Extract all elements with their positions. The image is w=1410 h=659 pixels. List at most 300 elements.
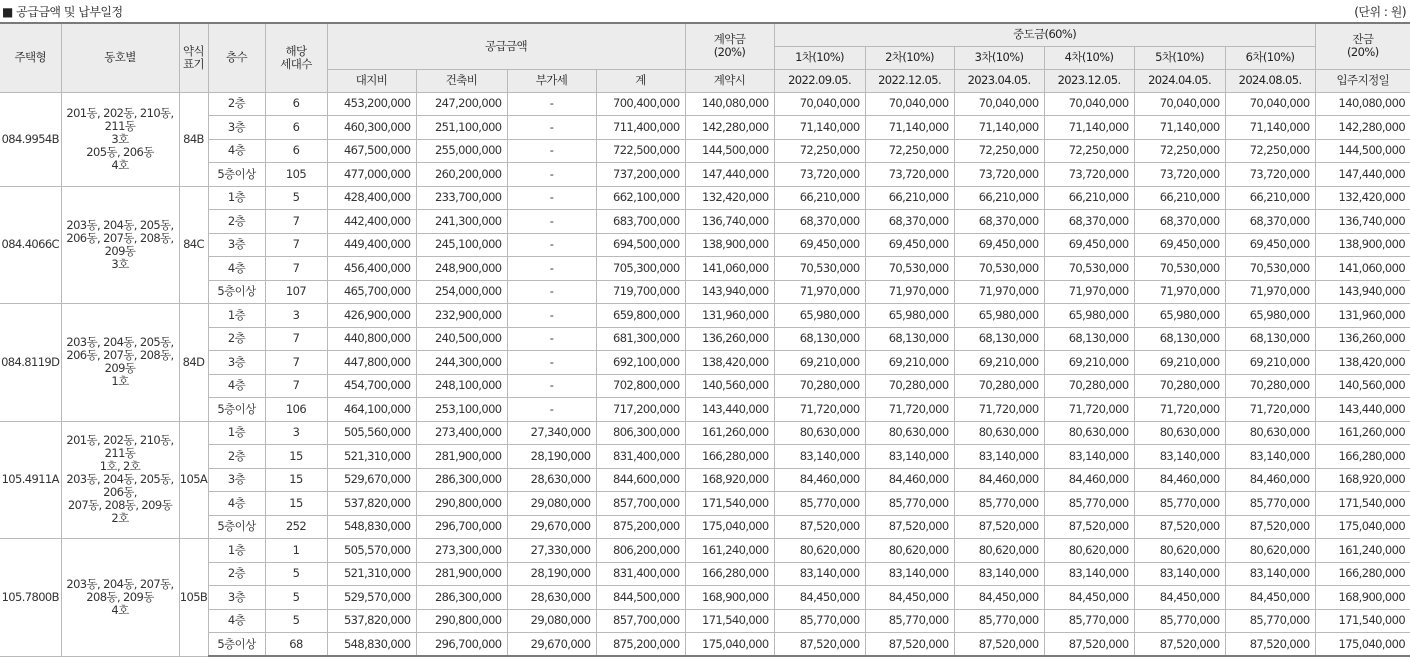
units-cell: 3 (265, 304, 327, 328)
header-balance: 잔금 (20%) (1315, 23, 1410, 69)
short-mark-cell: 105A (179, 421, 208, 539)
contract-cell: 161,240,000 (685, 539, 774, 563)
build-cost-cell: 245,100,000 (416, 233, 507, 257)
mid-payment-cell: 68,370,000 (954, 210, 1044, 234)
table-row (0, 304, 1410, 328)
vat-cell: - (507, 351, 596, 375)
mid-payment-cell: 84,450,000 (1044, 586, 1134, 610)
units-cell: 5 (265, 586, 327, 610)
mid-payment-cell: 71,140,000 (774, 116, 865, 140)
vat-cell: - (507, 233, 596, 257)
mid-payment-cell: 80,620,000 (865, 539, 954, 563)
land-cost-cell: 505,570,000 (327, 539, 416, 563)
mid-payment-cell: 84,460,000 (1225, 468, 1315, 492)
mid-payment-cell: 85,770,000 (774, 609, 865, 633)
contract-cell: 142,280,000 (685, 116, 774, 140)
floor-cell: 5층이상 (208, 515, 265, 539)
balance-cell: 166,280,000 (1315, 562, 1410, 586)
balance-cell: 171,540,000 (1315, 609, 1410, 633)
vat-cell: - (507, 374, 596, 398)
mid-payment-cell: 71,140,000 (1225, 116, 1315, 140)
build-cost-cell: 273,400,000 (416, 421, 507, 445)
mid-payment-cell: 68,370,000 (865, 210, 954, 234)
header-middle-payment: 중도금(60%) (774, 23, 1315, 46)
vat-cell: - (507, 92, 596, 116)
mid-payment-cell: 84,450,000 (774, 586, 865, 610)
land-cost-cell: 537,820,000 (327, 609, 416, 633)
mid-payment-cell: 83,140,000 (1225, 445, 1315, 469)
mid-payment-cell: 66,210,000 (1225, 186, 1315, 210)
header-contract: 계약금 (20%) (685, 23, 774, 69)
balance-cell: 136,740,000 (1315, 210, 1410, 234)
mid-payment-cell: 83,140,000 (1134, 562, 1225, 586)
floor-cell: 4층 (208, 609, 265, 633)
build-cost-cell: 232,900,000 (416, 304, 507, 328)
mid-payment-cell: 73,720,000 (865, 163, 954, 187)
contract-cell: 171,540,000 (685, 609, 774, 633)
mid-payment-cell: 80,630,000 (1044, 421, 1134, 445)
vat-cell: - (507, 139, 596, 163)
mid-payment-cell: 71,970,000 (954, 280, 1044, 304)
build-cost-cell: 244,300,000 (416, 351, 507, 375)
mid-payment-cell: 65,980,000 (954, 304, 1044, 328)
mid-payment-cell: 69,210,000 (1134, 351, 1225, 375)
mid-payment-cell: 71,720,000 (1225, 398, 1315, 422)
build-cost-cell: 254,000,000 (416, 280, 507, 304)
mid-payment-cell: 71,970,000 (774, 280, 865, 304)
table-row (0, 163, 1410, 187)
mid-payment-cell: 83,140,000 (954, 562, 1044, 586)
units-cell: 6 (265, 92, 327, 116)
housing-type-cell: 084.8119D (0, 304, 61, 422)
balance-cell: 168,920,000 (1315, 468, 1410, 492)
balance-cell: 138,420,000 (1315, 351, 1410, 375)
mid-payment-cell: 71,720,000 (1134, 398, 1225, 422)
mid-payment-cell: 70,040,000 (1134, 92, 1225, 116)
floor-cell: 1층 (208, 539, 265, 563)
total-cell: 683,700,000 (596, 210, 685, 234)
mid-payment-cell: 83,140,000 (1044, 562, 1134, 586)
contract-cell: 143,440,000 (685, 398, 774, 422)
vat-cell: 29,670,000 (507, 633, 596, 657)
header-build-cost: 건축비 (416, 69, 507, 92)
total-cell: 737,200,000 (596, 163, 685, 187)
table-row (0, 257, 1410, 281)
mid-payment-cell: 66,210,000 (954, 186, 1044, 210)
header-supply-amount: 공급금액 (327, 23, 685, 69)
table-header (0, 23, 1410, 92)
mid-payment-cell: 87,520,000 (954, 515, 1044, 539)
total-cell: 875,200,000 (596, 515, 685, 539)
mid-payment-cell: 69,450,000 (1044, 233, 1134, 257)
contract-cell: 168,900,000 (685, 586, 774, 610)
mid-payment-cell: 85,770,000 (954, 609, 1044, 633)
table-row (0, 327, 1410, 351)
mid-payment-cell: 69,210,000 (774, 351, 865, 375)
land-cost-cell: 529,570,000 (327, 586, 416, 610)
mid-payment-cell: 70,040,000 (774, 92, 865, 116)
floor-cell: 3층 (208, 468, 265, 492)
table-row (0, 586, 1410, 610)
build-cost-cell: 248,900,000 (416, 257, 507, 281)
mid-payment-cell: 65,980,000 (1134, 304, 1225, 328)
build-cost-cell: 260,200,000 (416, 163, 507, 187)
total-cell: 702,800,000 (596, 374, 685, 398)
short-mark-cell: 84C (179, 186, 208, 304)
total-cell: 719,700,000 (596, 280, 685, 304)
balance-cell: 143,940,000 (1315, 280, 1410, 304)
units-cell: 252 (265, 515, 327, 539)
mid-payment-cell: 71,140,000 (1044, 116, 1134, 140)
mid-payment-cell: 68,370,000 (1225, 210, 1315, 234)
mid-payment-cell: 69,210,000 (1044, 351, 1134, 375)
vat-cell: 29,080,000 (507, 609, 596, 633)
balance-cell: 136,260,000 (1315, 327, 1410, 351)
land-cost-cell: 456,400,000 (327, 257, 416, 281)
mid-payment-cell: 87,520,000 (865, 515, 954, 539)
land-cost-cell: 477,000,000 (327, 163, 416, 187)
header-mid-round: 5차(10%) (1134, 46, 1225, 69)
mid-payment-cell: 85,770,000 (954, 492, 1044, 516)
mid-payment-cell: 70,280,000 (774, 374, 865, 398)
mid-payment-cell: 69,210,000 (1225, 351, 1315, 375)
mid-payment-cell: 83,140,000 (1225, 562, 1315, 586)
vat-cell: - (507, 398, 596, 422)
mid-payment-cell: 87,520,000 (1134, 515, 1225, 539)
mid-payment-cell: 71,140,000 (954, 116, 1044, 140)
total-cell: 700,400,000 (596, 92, 685, 116)
mid-payment-cell: 73,720,000 (774, 163, 865, 187)
units-cell: 105 (265, 163, 327, 187)
balance-cell: 140,080,000 (1315, 92, 1410, 116)
balance-cell: 175,040,000 (1315, 633, 1410, 657)
mid-payment-cell: 87,520,000 (774, 633, 865, 657)
mid-payment-cell: 69,450,000 (954, 233, 1044, 257)
header-mid-round: 1차(10%) (774, 46, 865, 69)
mid-payment-cell: 72,250,000 (954, 139, 1044, 163)
dong-cell: 201동, 202동, 210동, 211동 3호 205동, 206동 4호 (61, 92, 179, 186)
mid-payment-cell: 72,250,000 (865, 139, 954, 163)
header-mid-date: 2024.04.05. (1134, 69, 1225, 92)
units-cell: 68 (265, 633, 327, 657)
units-cell: 7 (265, 351, 327, 375)
mid-payment-cell: 72,250,000 (1225, 139, 1315, 163)
floor-cell: 4층 (208, 374, 265, 398)
housing-type-cell: 105.7800B (0, 539, 61, 657)
vat-cell: 28,630,000 (507, 468, 596, 492)
table-row (0, 233, 1410, 257)
mid-payment-cell: 87,520,000 (1044, 633, 1134, 657)
build-cost-cell: 233,700,000 (416, 186, 507, 210)
mid-payment-cell: 84,460,000 (1044, 468, 1134, 492)
units-cell: 7 (265, 257, 327, 281)
mid-payment-cell: 71,970,000 (865, 280, 954, 304)
floor-cell: 1층 (208, 421, 265, 445)
total-cell: 806,200,000 (596, 539, 685, 563)
header-mid-date: 2023.04.05. (954, 69, 1044, 92)
build-cost-cell: 253,100,000 (416, 398, 507, 422)
build-cost-cell: 273,300,000 (416, 539, 507, 563)
table-row (0, 468, 1410, 492)
mid-payment-cell: 87,520,000 (1044, 515, 1134, 539)
land-cost-cell: 447,800,000 (327, 351, 416, 375)
mid-payment-cell: 65,980,000 (774, 304, 865, 328)
total-cell: 692,100,000 (596, 351, 685, 375)
total-cell: 831,400,000 (596, 562, 685, 586)
vat-cell: 29,080,000 (507, 492, 596, 516)
mid-payment-cell: 65,980,000 (1044, 304, 1134, 328)
balance-cell: 171,540,000 (1315, 492, 1410, 516)
mid-payment-cell: 70,040,000 (865, 92, 954, 116)
mid-payment-cell: 69,450,000 (865, 233, 954, 257)
units-cell: 6 (265, 116, 327, 140)
build-cost-cell: 281,900,000 (416, 562, 507, 586)
build-cost-cell: 240,500,000 (416, 327, 507, 351)
mid-payment-cell: 73,720,000 (1225, 163, 1315, 187)
vat-cell: 29,670,000 (507, 515, 596, 539)
table-row (0, 492, 1410, 516)
land-cost-cell: 440,800,000 (327, 327, 416, 351)
mid-payment-cell: 70,530,000 (774, 257, 865, 281)
mid-payment-cell: 72,250,000 (1134, 139, 1225, 163)
header-mid-round: 3차(10%) (954, 46, 1044, 69)
floor-cell: 2층 (208, 562, 265, 586)
floor-cell: 5층이상 (208, 633, 265, 657)
table-row (0, 210, 1410, 234)
mid-payment-cell: 71,720,000 (1044, 398, 1134, 422)
header-mid-round: 4차(10%) (1044, 46, 1134, 69)
document-title: ■ 공급금액 및 납부일정 (2, 5, 123, 19)
mid-payment-cell: 70,530,000 (865, 257, 954, 281)
units-cell: 7 (265, 327, 327, 351)
balance-cell: 140,560,000 (1315, 374, 1410, 398)
floor-cell: 2층 (208, 327, 265, 351)
mid-payment-cell: 84,450,000 (865, 586, 954, 610)
mid-payment-cell: 85,770,000 (1134, 609, 1225, 633)
contract-cell: 138,420,000 (685, 351, 774, 375)
mid-payment-cell: 70,280,000 (865, 374, 954, 398)
balance-cell: 131,960,000 (1315, 304, 1410, 328)
total-cell: 662,100,000 (596, 186, 685, 210)
mid-payment-cell: 70,040,000 (1225, 92, 1315, 116)
mid-payment-cell: 65,980,000 (1225, 304, 1315, 328)
dong-cell: 203동, 204동, 205동, 206동, 207동, 208동, 209동 3호 (61, 186, 179, 304)
mid-payment-cell: 72,250,000 (1044, 139, 1134, 163)
land-cost-cell: 464,100,000 (327, 398, 416, 422)
header-mid-date: 2024.08.05. (1225, 69, 1315, 92)
mid-payment-cell: 80,620,000 (774, 539, 865, 563)
vat-cell: - (507, 186, 596, 210)
units-cell: 7 (265, 210, 327, 234)
land-cost-cell: 548,830,000 (327, 633, 416, 657)
header-short-mark: 약식 표기 (179, 23, 208, 92)
build-cost-cell: 296,700,000 (416, 515, 507, 539)
floor-cell: 5층이상 (208, 280, 265, 304)
floor-cell: 5층이상 (208, 398, 265, 422)
header-contract-when: 계약시 (685, 69, 774, 92)
mid-payment-cell: 83,140,000 (865, 445, 954, 469)
contract-cell: 138,900,000 (685, 233, 774, 257)
mid-payment-cell: 71,970,000 (1225, 280, 1315, 304)
balance-cell: 138,900,000 (1315, 233, 1410, 257)
table-row (0, 539, 1410, 563)
mid-payment-cell: 83,140,000 (865, 562, 954, 586)
units-cell: 5 (265, 186, 327, 210)
mid-payment-cell: 84,450,000 (1134, 586, 1225, 610)
build-cost-cell: 286,300,000 (416, 586, 507, 610)
land-cost-cell: 460,300,000 (327, 116, 416, 140)
mid-payment-cell: 80,630,000 (865, 421, 954, 445)
land-cost-cell: 505,560,000 (327, 421, 416, 445)
total-cell: 659,800,000 (596, 304, 685, 328)
land-cost-cell: 521,310,000 (327, 445, 416, 469)
vat-cell: - (507, 327, 596, 351)
mid-payment-cell: 80,620,000 (954, 539, 1044, 563)
balance-cell: 168,900,000 (1315, 586, 1410, 610)
mid-payment-cell: 87,520,000 (1134, 633, 1225, 657)
header-total: 계 (596, 69, 685, 92)
mid-payment-cell: 69,450,000 (1225, 233, 1315, 257)
balance-cell: 144,500,000 (1315, 139, 1410, 163)
units-cell: 15 (265, 468, 327, 492)
table-row (0, 633, 1410, 657)
mid-payment-cell: 69,210,000 (954, 351, 1044, 375)
vat-cell: 28,190,000 (507, 562, 596, 586)
table-row (0, 374, 1410, 398)
contract-cell: 132,420,000 (685, 186, 774, 210)
mid-payment-cell: 85,770,000 (1134, 492, 1225, 516)
contract-cell: 140,560,000 (685, 374, 774, 398)
mid-payment-cell: 85,770,000 (1044, 492, 1134, 516)
mid-payment-cell: 70,280,000 (1134, 374, 1225, 398)
contract-cell: 143,940,000 (685, 280, 774, 304)
land-cost-cell: 454,700,000 (327, 374, 416, 398)
mid-payment-cell: 80,620,000 (1225, 539, 1315, 563)
mid-payment-cell: 70,280,000 (1225, 374, 1315, 398)
contract-cell: 175,040,000 (685, 633, 774, 657)
units-cell: 7 (265, 233, 327, 257)
floor-cell: 4층 (208, 139, 265, 163)
total-cell: 844,500,000 (596, 586, 685, 610)
contract-cell: 166,280,000 (685, 562, 774, 586)
build-cost-cell: 241,300,000 (416, 210, 507, 234)
contract-cell: 136,740,000 (685, 210, 774, 234)
mid-payment-cell: 85,770,000 (774, 492, 865, 516)
total-cell: 857,700,000 (596, 609, 685, 633)
mid-payment-cell: 70,280,000 (954, 374, 1044, 398)
contract-cell: 144,500,000 (685, 139, 774, 163)
land-cost-cell: 428,400,000 (327, 186, 416, 210)
units-cell: 6 (265, 139, 327, 163)
floor-cell: 1층 (208, 304, 265, 328)
mid-payment-cell: 80,630,000 (774, 421, 865, 445)
mid-payment-cell: 84,450,000 (1225, 586, 1315, 610)
mid-payment-cell: 87,520,000 (774, 515, 865, 539)
mid-payment-cell: 83,140,000 (1044, 445, 1134, 469)
supply-price-table (0, 22, 1410, 657)
balance-cell: 142,280,000 (1315, 116, 1410, 140)
total-cell: 844,600,000 (596, 468, 685, 492)
total-cell: 875,200,000 (596, 633, 685, 657)
balance-cell: 147,440,000 (1315, 163, 1410, 187)
mid-payment-cell: 71,140,000 (1134, 116, 1225, 140)
floor-cell: 2층 (208, 210, 265, 234)
table-row (0, 421, 1410, 445)
vat-cell: 27,330,000 (507, 539, 596, 563)
units-cell: 107 (265, 280, 327, 304)
floor-cell: 3층 (208, 351, 265, 375)
dong-cell: 203동, 204동, 205동, 206동, 207동, 208동, 209동 1호 (61, 304, 179, 422)
mid-payment-cell: 84,460,000 (865, 468, 954, 492)
mid-payment-cell: 69,210,000 (865, 351, 954, 375)
mid-payment-cell: 66,210,000 (774, 186, 865, 210)
housing-type-cell: 105.4911A (0, 421, 61, 539)
mid-payment-cell: 65,980,000 (865, 304, 954, 328)
table-row (0, 351, 1410, 375)
build-cost-cell: 247,200,000 (416, 92, 507, 116)
units-cell: 1 (265, 539, 327, 563)
mid-payment-cell: 73,720,000 (954, 163, 1044, 187)
build-cost-cell: 290,800,000 (416, 492, 507, 516)
header-dong: 동호별 (61, 23, 179, 92)
header-units: 해당 세대수 (265, 23, 327, 92)
land-cost-cell: 449,400,000 (327, 233, 416, 257)
unit-label: (단위 : 원) (1354, 5, 1406, 19)
mid-payment-cell: 85,770,000 (1044, 609, 1134, 633)
table-row (0, 445, 1410, 469)
floor-cell: 4층 (208, 257, 265, 281)
table-row (0, 609, 1410, 633)
floor-cell: 1층 (208, 186, 265, 210)
mid-payment-cell: 85,770,000 (1225, 609, 1315, 633)
table-row (0, 92, 1410, 116)
table-row (0, 116, 1410, 140)
short-mark-cell: 105B (179, 539, 208, 657)
land-cost-cell: 442,400,000 (327, 210, 416, 234)
contract-cell: 131,960,000 (685, 304, 774, 328)
build-cost-cell: 296,700,000 (416, 633, 507, 657)
total-cell: 857,700,000 (596, 492, 685, 516)
mid-payment-cell: 80,630,000 (954, 421, 1044, 445)
total-cell: 681,300,000 (596, 327, 685, 351)
land-cost-cell: 453,200,000 (327, 92, 416, 116)
header-mid-round: 6차(10%) (1225, 46, 1315, 69)
vat-cell: 28,190,000 (507, 445, 596, 469)
table-row (0, 398, 1410, 422)
mid-payment-cell: 68,130,000 (1134, 327, 1225, 351)
build-cost-cell: 290,800,000 (416, 609, 507, 633)
units-cell: 7 (265, 374, 327, 398)
mid-payment-cell: 73,720,000 (1044, 163, 1134, 187)
units-cell: 5 (265, 562, 327, 586)
mid-payment-cell: 87,520,000 (865, 633, 954, 657)
table-row (0, 186, 1410, 210)
floor-cell: 3층 (208, 116, 265, 140)
vat-cell: 28,630,000 (507, 586, 596, 610)
table-row (0, 139, 1410, 163)
mid-payment-cell: 80,620,000 (1044, 539, 1134, 563)
header-housing-type: 주택형 (0, 23, 61, 92)
mid-payment-cell: 71,720,000 (954, 398, 1044, 422)
header-vat: 부가세 (507, 69, 596, 92)
total-cell: 722,500,000 (596, 139, 685, 163)
vat-cell: 27,340,000 (507, 421, 596, 445)
mid-payment-cell: 70,530,000 (954, 257, 1044, 281)
mid-payment-cell: 85,770,000 (865, 609, 954, 633)
mid-payment-cell: 71,970,000 (1134, 280, 1225, 304)
mid-payment-cell: 83,140,000 (774, 445, 865, 469)
floor-cell: 3층 (208, 233, 265, 257)
